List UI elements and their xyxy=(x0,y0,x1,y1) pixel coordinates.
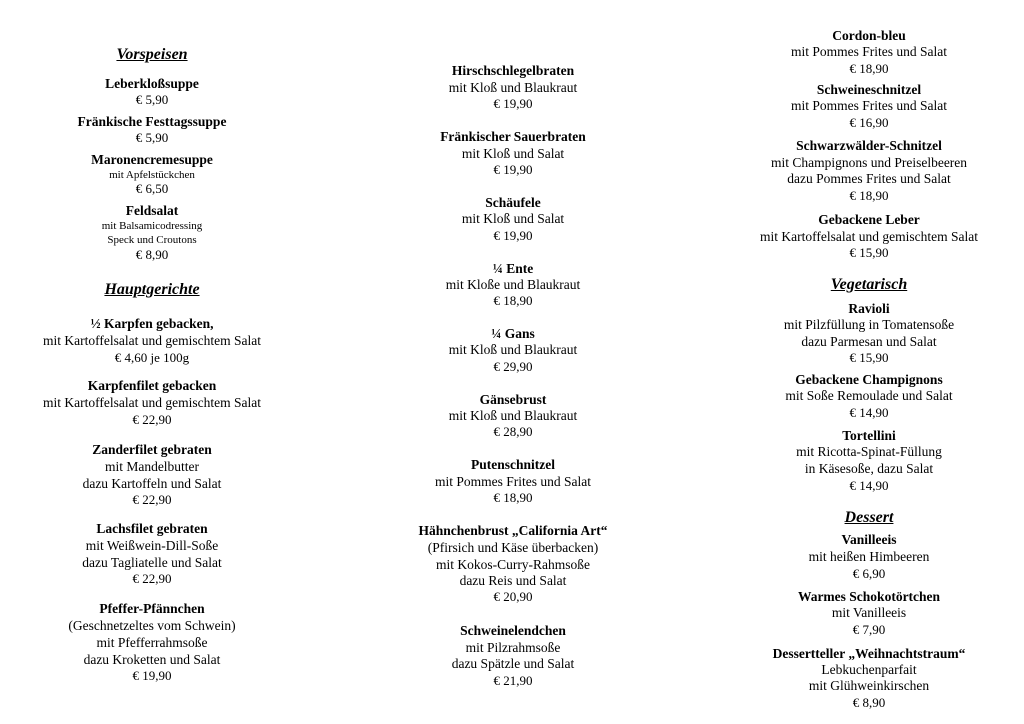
item-price-zanderfilet: € 22,90 xyxy=(132,492,172,507)
item-name-pfeffer: Pfeffer-Pfännchen xyxy=(99,601,205,616)
item-price-feldsalat: € 8,90 xyxy=(135,247,169,262)
item-price-puten: € 18,90 xyxy=(493,490,533,505)
item-name-sauerbraten: Fränkischer Sauerbraten xyxy=(440,129,586,144)
item-price-gans: € 29,90 xyxy=(493,359,533,374)
item-name-vanilleeis: Vanilleeis xyxy=(841,532,897,547)
item-price-leberklosssuppe: € 5,90 xyxy=(135,92,169,107)
item-price-karpfen: € 4,60 je 100g xyxy=(114,350,190,365)
item-desc-schwarzwaelder-2: dazu Pommes Frites und Salat xyxy=(787,171,951,186)
item-desc-sauerbraten: mit Kloß und Salat xyxy=(461,146,565,161)
item-desc-haehnchen-3: dazu Reis und Salat xyxy=(459,573,567,588)
item-desc-schokotoertchen: mit Vanilleeis xyxy=(831,605,907,620)
item-desc-hirsch: mit Kloß und Blaukraut xyxy=(448,80,578,95)
item-name-dessertteller: Dessertteller „Weihnachtstraum“ xyxy=(772,646,966,661)
item-price-sauerbraten: € 19,90 xyxy=(493,162,533,177)
item-name-zanderfilet: Zanderfilet gebraten xyxy=(92,442,212,457)
item-name-hirsch: Hirschschlegelbraten xyxy=(451,63,575,78)
item-desc-dessertteller-1: Lebkuchenparfait xyxy=(821,662,917,677)
item-desc-lachsfilet-1: mit Weißwein-Dill-Soße xyxy=(85,538,219,553)
item-name-ente: ¼ Ente xyxy=(492,261,534,276)
item-desc-champignons: mit Soße Remoulade und Salat xyxy=(785,388,953,403)
item-price-leber: € 15,90 xyxy=(849,245,889,260)
item-price-hirsch: € 19,90 xyxy=(493,96,533,111)
item-price-maronensuppe: € 6,50 xyxy=(135,181,169,196)
item-desc-ente: mit Kloße und Blaukraut xyxy=(445,277,581,292)
item-desc-tortellini-1: mit Ricotta-Spinat-Füllung xyxy=(796,444,942,459)
item-desc-schwarzwaelder-1: mit Champignons und Preiselbeeren xyxy=(770,155,968,170)
item-desc-ravioli-1: mit Pilzfüllung in Tomatensoße xyxy=(783,317,955,332)
item-name-ravioli: Ravioli xyxy=(848,301,890,316)
heading-hauptgerichte: Hauptgerichte xyxy=(104,281,200,298)
item-price-vanilleeis: € 6,90 xyxy=(852,566,886,581)
heading-dessert: Dessert xyxy=(844,509,894,526)
item-desc-schweinelendchen-2: dazu Spätzle und Salat xyxy=(451,656,575,671)
item-price-haehnchen: € 20,90 xyxy=(493,589,533,604)
item-desc-dessertteller-2: mit Glühweinkirschen xyxy=(808,678,930,693)
item-desc-pfeffer-1: (Geschnetzeltes vom Schwein) xyxy=(68,618,236,633)
item-desc-pfeffer-3: dazu Kroketten und Salat xyxy=(83,652,221,667)
item-price-ente: € 18,90 xyxy=(493,293,533,308)
item-name-leber: Gebackene Leber xyxy=(818,212,920,227)
item-desc-zanderfilet-1: mit Mandelbutter xyxy=(104,459,200,474)
item-name-karpfenfilet: Karpfenfilet gebacken xyxy=(87,378,217,393)
item-desc-leber: mit Kartoffelsalat und gemischtem Salat xyxy=(760,229,978,244)
heading-vegetarisch: Vegetarisch xyxy=(830,276,908,293)
item-name-schokotoertchen: Warmes Schokotörtchen xyxy=(797,589,941,604)
item-name-schaeufele: Schäufele xyxy=(485,195,541,210)
item-price-tortellini: € 14,90 xyxy=(849,478,889,493)
item-name-leberklosssuppe: Leberkloßsuppe xyxy=(105,76,199,91)
item-price-schweineschnitzel: € 16,90 xyxy=(849,115,889,130)
item-price-gaensebrust: € 28,90 xyxy=(493,424,533,439)
item-name-karpfen: ½ Karpfen gebacken, xyxy=(90,316,214,331)
item-name-lachsfilet: Lachsfilet gebraten xyxy=(96,521,208,536)
item-name-tortellini: Tortellini xyxy=(842,428,896,443)
item-price-dessertteller: € 8,90 xyxy=(852,695,886,710)
item-name-schwarzwaelder: Schwarzwälder-Schnitzel xyxy=(796,138,942,153)
item-desc-cordon: mit Pommes Frites und Salat xyxy=(790,44,948,59)
item-desc-schweinelendchen-1: mit Pilzrahmsoße xyxy=(465,640,561,655)
item-desc-maronensuppe: mit Apfelstückchen xyxy=(109,169,195,181)
item-name-schweineschnitzel: Schweineschnitzel xyxy=(816,82,922,97)
item-price-karpfenfilet: € 22,90 xyxy=(132,412,172,427)
item-name-feldsalat: Feldsalat xyxy=(125,203,179,218)
item-desc-schweineschnitzel: mit Pommes Frites und Salat xyxy=(790,98,948,113)
item-name-festtagssuppe: Fränkische Festtagssuppe xyxy=(77,114,227,129)
item-desc-feldsalat-1: mit Balsamicodressing xyxy=(101,220,203,232)
item-name-cordon: Cordon-bleu xyxy=(832,28,906,43)
item-price-schokotoertchen: € 7,90 xyxy=(852,622,886,637)
item-name-maronensuppe: Maronencremesuppe xyxy=(91,152,213,167)
item-price-schwarzwaelder: € 18,90 xyxy=(849,188,889,203)
item-desc-schaeufele: mit Kloß und Salat xyxy=(461,211,565,226)
item-desc-zanderfilet-2: dazu Kartoffeln und Salat xyxy=(82,476,222,491)
item-name-gaensebrust: Gänsebrust xyxy=(479,392,547,407)
item-desc-puten: mit Pommes Frites und Salat xyxy=(434,474,592,489)
item-name-schweinelendchen: Schweinelendchen xyxy=(460,623,566,638)
item-price-festtagssuppe: € 5,90 xyxy=(135,130,169,145)
item-desc-tortellini-2: in Käsesoße, dazu Salat xyxy=(804,461,934,476)
heading-vorspeisen: Vorspeisen xyxy=(116,46,188,63)
item-price-pfeffer: € 19,90 xyxy=(132,668,172,683)
item-desc-lachsfilet-2: dazu Tagliatelle und Salat xyxy=(82,555,222,570)
item-desc-feldsalat-2: Speck und Croutons xyxy=(107,234,197,246)
item-desc-vanilleeis: mit heißen Himbeeren xyxy=(808,549,930,564)
item-price-cordon: € 18,90 xyxy=(849,61,889,76)
item-price-champignons: € 14,90 xyxy=(849,405,889,420)
item-price-schweinelendchen: € 21,90 xyxy=(493,673,533,688)
item-desc-haehnchen-1: (Pfirsich und Käse überbacken) xyxy=(427,540,599,555)
item-desc-gans: mit Kloß und Blaukraut xyxy=(448,342,578,357)
item-price-ravioli: € 15,90 xyxy=(849,350,889,365)
item-desc-gaensebrust: mit Kloß und Blaukraut xyxy=(448,408,578,423)
item-name-puten: Putenschnitzel xyxy=(471,457,555,472)
item-price-lachsfilet: € 22,90 xyxy=(132,571,172,586)
item-name-haehnchen: Hähnchenbrust „California Art“ xyxy=(418,523,608,538)
item-desc-ravioli-2: dazu Parmesan und Salat xyxy=(801,334,937,349)
item-desc-karpfenfilet: mit Kartoffelsalat und gemischtem Salat xyxy=(43,395,261,410)
item-name-champignons: Gebackene Champignons xyxy=(795,372,943,387)
item-desc-haehnchen-2: mit Kokos-Curry-Rahmsoße xyxy=(435,557,591,572)
item-desc-pfeffer-2: mit Pfefferrahmsoße xyxy=(96,635,208,650)
item-desc-karpfen: mit Kartoffelsalat und gemischtem Salat xyxy=(43,333,261,348)
item-name-gans: ¼ Gans xyxy=(491,326,535,341)
item-price-schaeufele: € 19,90 xyxy=(493,228,533,243)
